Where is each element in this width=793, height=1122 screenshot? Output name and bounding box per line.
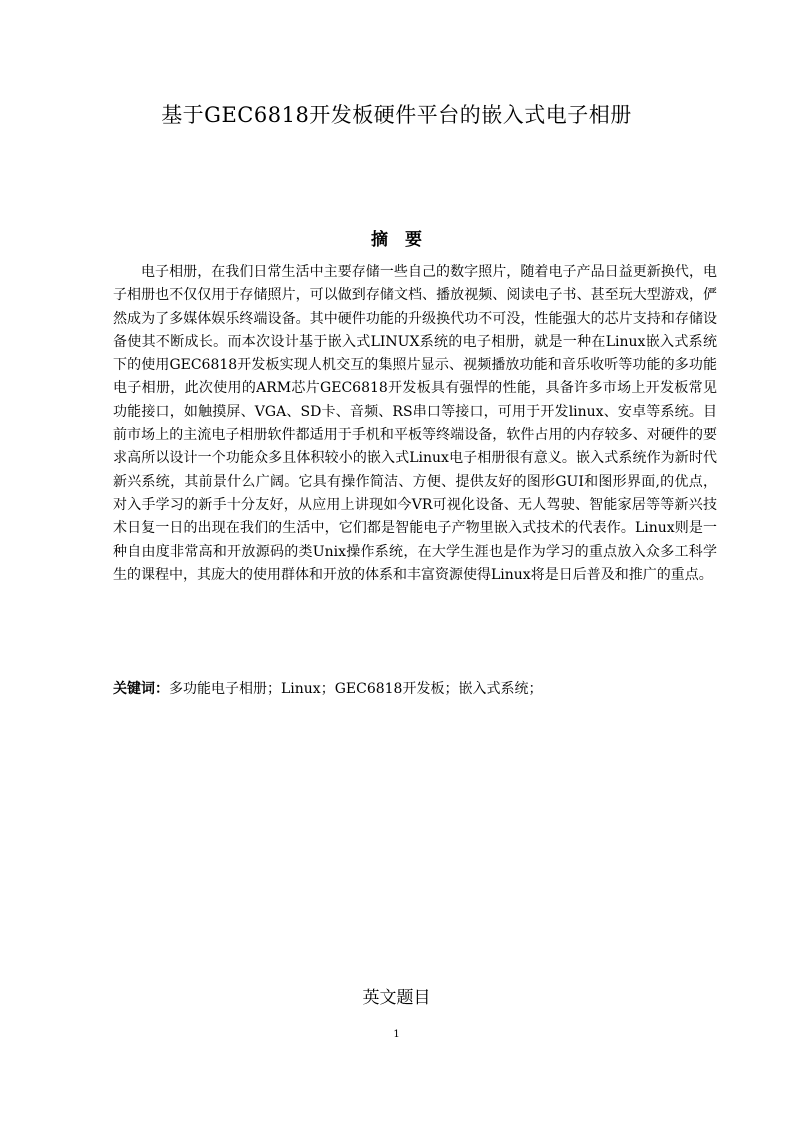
keywords-label: 关键词： xyxy=(113,681,169,697)
document-title: 基于GEC6818开发板硬件平台的嵌入式电子相册 xyxy=(161,103,632,127)
page-number: 1 xyxy=(393,1029,400,1040)
abstract-body: 电子相册，在我们日常生活中主要存储一些自己的数字照片，随着电子产品日益更新换代，电子相册也不仅仅用于存储照片，可以做到存储文档、播放视频、阅读电子书、甚至玩大型游戏，俨然成为了多媒体娱乐终端设备。其中硬件功能的升级换代功不可没，性能强大的芯片支持和存储设备使其不断成长。而本次设计基于嵌入式LINUX系统的电子相册，就是一种在Linux嵌入式系统下的使用GEC6818开发板实现人机交互的集照片显示、视频播放功能和音乐收听等功能的多功能电子相册，此次使用的ARM芯片GEC6818开发板具有强悍的性能，具备许多市场上开发板常见功能接口，如触摸屏、VGA、SD卡、音频、RS串口等接口，可用于开发linux、安卓等系统。目前市场上的主流电子相册软件都适用于手机和平板等终端设备，软件占用的内存较多、对硬件的要求高所以设计一个功能众多且体积较小的嵌入式Linux电子相册很有意义。嵌入式系统作为新时代新兴系统，其前景什么广阔。它具有操作简洁、方便、提供友好的图形GUI和图形界面,的优点，对入手学习的新手十分友好，从应用上讲现如今VR可视化设备、无人驾驶、智能家居等等新兴技术日复一日的出现在我们的生活中，它们都是智能电子产物里嵌入式技术的代表作。Linux则是一种自由度非常高和开放源码的类Unix操作系统，在大学生涯也是作为学习的重点放入众多工科学生的课程中，其庞大的使用群体和开放的体系和丰富资源使得Linux将是日后普及和推广的重点。 xyxy=(113,264,717,583)
keywords-line xyxy=(113,677,717,701)
english-title-heading: 英文题目 xyxy=(362,988,431,1008)
keywords-text: 多功能电子相册；Linux；GEC6818开发板；嵌入式系统； xyxy=(169,681,543,697)
abstract-heading: 摘 要 xyxy=(371,230,422,250)
